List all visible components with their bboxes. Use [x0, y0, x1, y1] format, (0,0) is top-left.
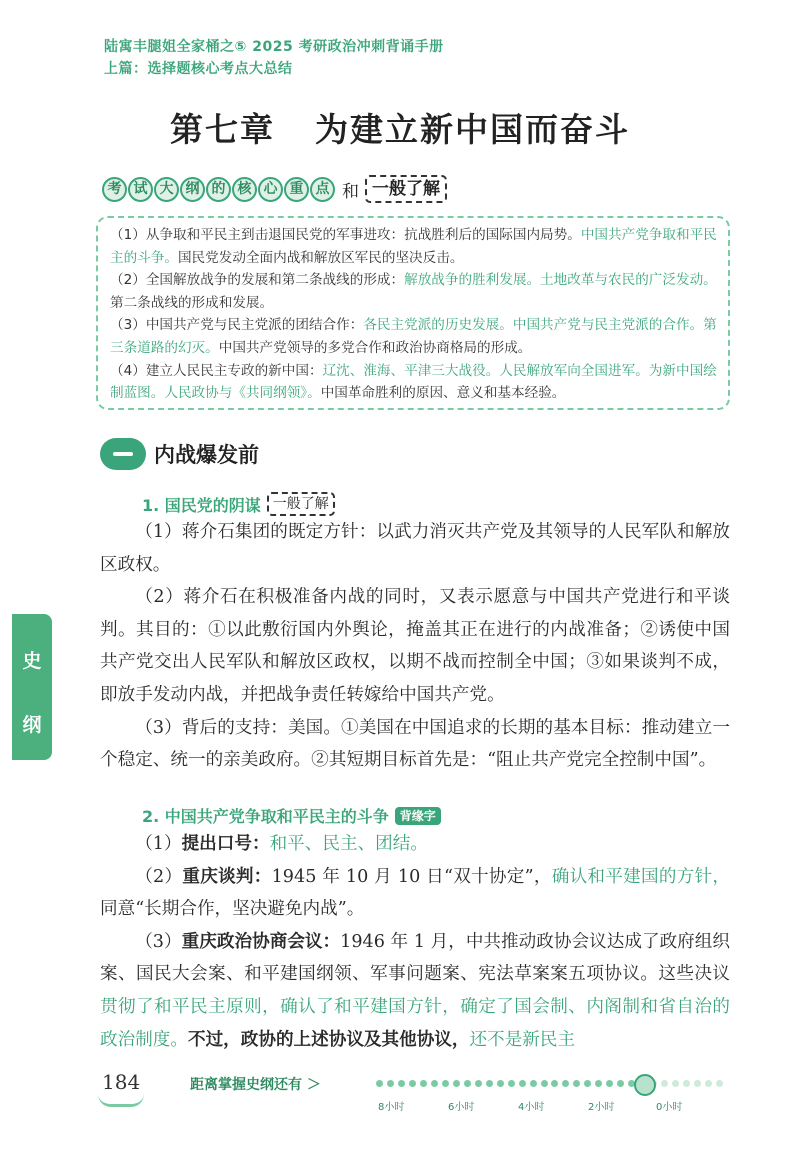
outline-char: 考 — [102, 177, 127, 202]
chapter-number: 第七章 — [170, 110, 275, 149]
side-tab-char: 史 — [22, 650, 42, 672]
progress-dot — [486, 1080, 493, 1087]
outline-char: 核 — [232, 177, 257, 202]
progress-dot — [551, 1080, 558, 1087]
paragraph: （3）背后的支持：美国。①美国在中国追求的长期的基本目标：推动建立一个稳定、统一的亲美政府。②其短期目标首先是：“阻止共产党完全控制中国”。 — [100, 717, 730, 771]
page-number-underline — [98, 1094, 144, 1107]
subsection-title: 1. 国民党的阴谋 — [142, 495, 261, 515]
outline-char: 心 — [258, 177, 283, 202]
section-heading — [100, 438, 259, 470]
general-tag: 一般了解 — [267, 492, 335, 516]
paragraph: （1）提出口号：和平、民主、团结。 — [135, 834, 428, 854]
subsection-title: 2. 中国共产党争取和平民主的斗争 — [142, 807, 389, 826]
subsection-body — [100, 516, 730, 777]
outline-char: 点 — [310, 177, 335, 202]
progress-dot — [530, 1080, 537, 1087]
side-tab — [12, 614, 52, 760]
progress-dot — [617, 1080, 624, 1087]
progress-marker — [634, 1074, 656, 1096]
paragraph: （2）重庆谈判：1945 年 10 月 10 日“双十协定”，确认和平建国的方针，同意“长期合作，坚决避免内战”。 — [100, 866, 730, 920]
chapter-name: 为建立新中国而奋斗 — [315, 110, 630, 149]
progress-tick-label: 0小时 — [656, 1102, 683, 1113]
footer-progress-text: 距离掌握史纲还有 ＞ — [190, 1077, 321, 1093]
side-tab-char: 纲 — [22, 714, 42, 736]
progress-dot — [661, 1080, 668, 1087]
chapter-title — [0, 104, 800, 151]
outline-general-tag: 一般了解 — [365, 175, 447, 203]
outline-item: （2）全国解放战争的发展和第二条战线的形成：解放战争的胜利发展。土地改革与农民的广泛发动。第二条战线的形成和发展。 — [110, 272, 717, 311]
header-title: 陆寓丰腿姐全家桶之⑤ 2025 考研政治冲刺背诵手册 — [104, 39, 444, 55]
progress-dot — [541, 1080, 548, 1087]
progress-dot — [376, 1080, 383, 1087]
progress-dot — [442, 1080, 449, 1087]
progress-dot — [595, 1080, 602, 1087]
progress-dot — [398, 1080, 405, 1087]
progress-tick-label: 4小时 — [518, 1102, 545, 1113]
progress-dot — [573, 1080, 580, 1087]
section-title: 内战爆发前 — [154, 443, 259, 467]
progress-dot — [387, 1080, 394, 1087]
progress-dot — [409, 1080, 416, 1087]
progress-tick-label: 6小时 — [448, 1102, 475, 1113]
subsection-heading — [142, 492, 335, 516]
outline-and: 和 — [342, 181, 359, 202]
progress-dot — [420, 1080, 427, 1087]
progress-dot — [694, 1080, 701, 1087]
outline-char: 纲 — [180, 177, 205, 202]
progress-dot — [475, 1080, 482, 1087]
outline-box — [96, 216, 730, 410]
progress-dot — [683, 1080, 690, 1087]
header-subtitle: 上篇：选择题核心考点大总结 — [104, 61, 293, 77]
progress-dot — [584, 1080, 591, 1087]
section-one-icon — [100, 438, 146, 470]
outline-heading — [102, 175, 447, 203]
memorize-tag: 背缘字 — [395, 807, 441, 825]
progress-dot — [453, 1080, 460, 1087]
progress-dot — [716, 1080, 723, 1087]
progress-dot — [672, 1080, 679, 1087]
progress-dot — [606, 1080, 613, 1087]
page-number: 184 — [102, 1070, 141, 1094]
outline-item: （1）从争取和平民主到击退国民党的军事进攻：抗战胜利后的国际国内局势。中国共产党争取和平民主的斗争。国民党发动全面内战和解放区军民的坚决反击。 — [110, 227, 717, 266]
outline-item: （4）建立人民民主专政的新中国：辽沈、淮海、平津三大战役。人民解放军向全国进军。为新中国绘制蓝图。人民政协与《共同纲领》。中国革命胜利的原因、意义和基本经验。 — [110, 362, 717, 402]
outline-char: 大 — [154, 177, 179, 202]
progress-tick-label: 2小时 — [588, 1102, 615, 1113]
progress-dot — [519, 1080, 526, 1087]
subsection-body — [100, 828, 730, 1056]
progress-dot — [431, 1080, 438, 1087]
paragraph: （2）蒋介石在积极准备内战的同时，又表示愿意与中国共产党进行和平谈判。其目的：①以此敷衍国内外舆论，掩盖其正在进行的内战准备；②诱使中国共产党交出人民军队和解放区政权，以期不战而控制全中国；③如果谈判不成，即放手发动内战，并把战争责任转嫁给中国共产党。 — [100, 587, 730, 705]
progress-dot — [497, 1080, 504, 1087]
progress-dot — [705, 1080, 712, 1087]
subsection-heading — [142, 804, 441, 827]
paragraph: （1）蒋介石集团的既定方针：以武力消灭共产党及其领导的人民军队和解放区政权。 — [100, 522, 730, 575]
progress-dot — [562, 1080, 569, 1087]
outline-char: 的 — [206, 177, 231, 202]
progress-dot — [464, 1080, 471, 1087]
progress-dot — [508, 1080, 515, 1087]
outline-item: （3）中国共产党与民主党派的团结合作：各民主党派的历史发展。中国共产党与民主党派的合作。第三条道路的幻灭。中国共产党领导的多党合作和政治协商格局的形成。 — [110, 317, 717, 356]
outline-char: 试 — [128, 177, 153, 202]
progress-track — [376, 1080, 736, 1090]
progress-tick-label: 8小时 — [378, 1102, 405, 1113]
outline-char: 重 — [284, 177, 309, 202]
paragraph: （3）重庆政治协商会议：1946 年 1 月，中共推动政协会议达成了政府组织案、国民大会案、和平建国纲领、军事问题案、宪法草案案五项协议。这些决议贯彻了和平民主原则，确认了和平建国方针，确定了国会制、内阁制和省自治的政治制度。不过，政协的上述协议及其他协议，还不是新民主 — [100, 931, 730, 1050]
